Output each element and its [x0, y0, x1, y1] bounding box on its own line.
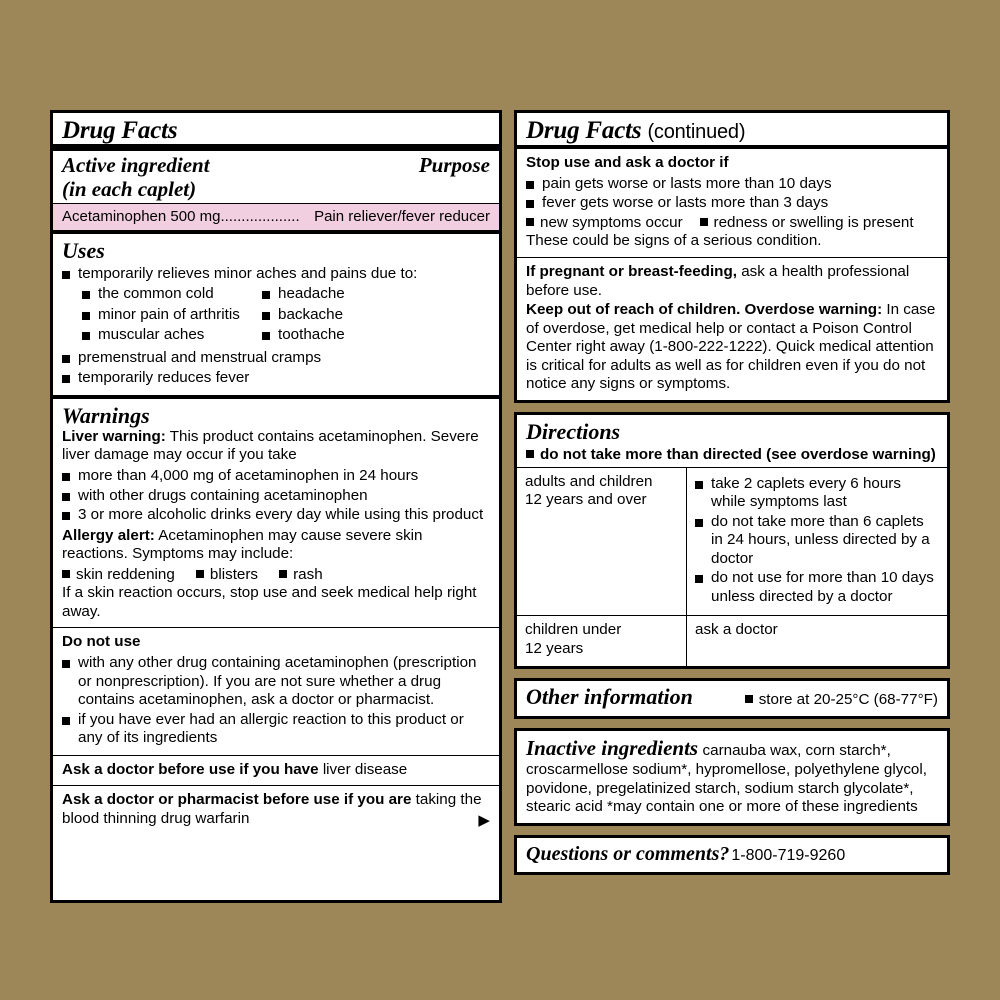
other-information-row [517, 681, 947, 716]
pregnancy-and-keepout-section [517, 258, 947, 400]
allergy-alert [62, 527, 490, 564]
questions-row [517, 838, 947, 872]
questions-phone[interactable]: 1-800-719-9260 [731, 846, 846, 864]
stop-use-bullet: new symptoms occur [540, 213, 683, 231]
liver-warning [62, 428, 490, 465]
directions-bullets [695, 475, 939, 607]
liver-warning-text: This product contains acetaminophen. Severe liver damage may occur if you take [62, 427, 479, 464]
warnings-title: Warnings [62, 402, 150, 428]
bullet-icon [279, 570, 287, 578]
stop-use-pair-row [526, 214, 938, 233]
warnings-body [62, 428, 490, 621]
uses-lead-list [62, 265, 490, 284]
do-not-use-label: Do not use [62, 633, 141, 651]
liver-warning-bullet: with other drugs containing acetaminophen [62, 487, 490, 506]
divider [53, 144, 499, 151]
drug-facts-left-column [50, 110, 502, 903]
directions-table-row-2 [517, 615, 947, 666]
ask-pharmacist-text: taking the blood thinning drug warfarin [62, 791, 482, 827]
stop-use-bullet: pain gets worse or lasts more than 10 days [526, 175, 938, 194]
allergy-symptom: rash [293, 565, 323, 583]
allergy-symptom: skin reddening [76, 565, 175, 583]
bullet-icon [62, 570, 70, 578]
stop-use-title: Stop use and ask a doctor if [526, 154, 729, 172]
other-information-title: Other information [526, 684, 693, 710]
directions-panel [514, 412, 950, 670]
directions-age-cell: adults and children 12 years and over [517, 468, 687, 616]
warnings-section [53, 399, 499, 628]
active-ingredient-label-line2: (in each caplet) [62, 176, 197, 201]
bullet-icon [700, 218, 708, 226]
allergy-after-text: If a skin reaction occurs, stop use and seek medical help right away. [62, 584, 477, 620]
liver-warning-bullets [62, 467, 490, 525]
ask-pharmacist-section [53, 786, 499, 836]
uses-title: Uses [62, 238, 105, 264]
drug-facts-right-column [514, 110, 950, 903]
uses-item: the common cold [82, 285, 262, 304]
drug-facts-title-continued: Drug Facts [526, 117, 642, 144]
allergy-symptom-row [62, 566, 490, 585]
directions-bullet: do not take more than 6 caplets in 24 hours, unless directed by a doctor [695, 513, 939, 569]
drug-facts-title: Drug Facts [62, 117, 178, 144]
directions-age-cell: children under 12 years [517, 616, 687, 666]
uses-item: headache [262, 285, 490, 304]
do-not-use-bullet: with any other drug containing acetaminophen (prescription or nonprescription). If you are not sure whether a drug contains acetaminophen, ask a doctor or pharmacist. [62, 654, 490, 710]
pregnancy-warning [526, 263, 938, 300]
ask-doctor-label: Ask a doctor before use if you have [62, 760, 319, 778]
uses-section [53, 234, 499, 394]
uses-item: toothache [262, 326, 490, 345]
stop-use-bullet: redness or swelling is present [713, 213, 914, 231]
right-top-panel [514, 110, 950, 403]
keep-out-text: In case of overdose, get medical help or contact a Poison Control Center right away (1-800-222-1222). Quick medical attention is critical for adults as well as for children even if you do not notice any signs or symptoms. [526, 301, 936, 393]
pregnancy-label: If pregnant or breast-feeding, [526, 262, 737, 280]
bullet-icon [745, 695, 753, 703]
right-title-block [517, 113, 947, 145]
other-information-text: store at 20-25°C (68-77°F) [758, 691, 938, 709]
uses-last-list [62, 369, 490, 388]
uses-item: muscular aches [82, 326, 262, 345]
allergy-symptom: blisters [209, 565, 259, 583]
uses-item: minor pain of arthritis [82, 306, 262, 325]
keep-out-warning [526, 301, 938, 394]
bullet-icon [196, 570, 204, 578]
ask-doctor-section [53, 756, 499, 786]
active-ingredient-label-line1: Active ingredient [62, 153, 210, 178]
stop-use-after-text: These could be signs of a serious condition. [526, 232, 822, 250]
do-not-use-bullets [62, 654, 490, 748]
uses-bullet-grid [82, 285, 490, 347]
inactive-ingredients-title: Inactive ingredients [526, 736, 699, 761]
directions-dose-cell: ask a doctor [695, 621, 778, 639]
continued-label: (continued) [647, 121, 746, 143]
liver-warning-bullet: 3 or more alcoholic drinks every day while using this product [62, 506, 490, 525]
directions-note: do not take more than directed (see overdose warning) [526, 446, 938, 465]
left-title-block [53, 113, 499, 144]
active-ingredient-row [53, 203, 499, 234]
other-information-text-wrap [745, 691, 938, 710]
questions-panel[interactable] [514, 835, 950, 875]
bullet-icon [526, 450, 534, 458]
allergy-alert-text: Acetaminophen may cause severe skin reactions. Symptoms may include: [62, 526, 423, 563]
ask-pharmacist-label: Ask a doctor or pharmacist before use if you are [62, 791, 412, 809]
directions-bullet: do not use for more than 10 days unless directed by a doctor [695, 569, 939, 606]
liver-warning-label: Liver warning: [62, 427, 166, 445]
inactive-ingredients-panel [514, 728, 950, 826]
purpose-value: Pain reliever/fever reducer [314, 208, 490, 226]
directions-table [517, 467, 947, 616]
liver-warning-bullet: more than 4,000 mg of acetaminophen in 24 hours [62, 467, 490, 486]
directions-title: Directions [526, 418, 621, 444]
active-ingredient-heading [53, 151, 499, 203]
directions-dose-cell [687, 468, 947, 616]
do-not-use-section [53, 628, 499, 754]
other-information-panel [514, 678, 950, 719]
questions-title: Questions or comments? [526, 842, 730, 865]
uses-lead: temporarily relieves minor aches and pains due to: [62, 265, 490, 284]
inactive-ingredients-block [517, 731, 947, 823]
purpose-label: Purpose [418, 153, 490, 178]
inactive-ingredients-text: carnauba wax, corn starch*, croscarmellose sodium*, hypromellose, polyethylene glycol, povidone, pregelatinized starch, sodium starch glycolate*, stearic acid *may contain one or more of these ingredients [526, 742, 927, 816]
do-not-use-bullet: if you have ever had an allergic reaction to this product or any of its ingredients [62, 711, 490, 748]
pregnancy-text: ask a health professional before use. [526, 262, 910, 299]
stop-use-bullet: fever gets worse or lasts more than 3 days [526, 194, 938, 213]
uses-wide-item-list [62, 349, 490, 368]
arrow-right-icon: ▶ [478, 811, 490, 829]
directions-bullet: take 2 caplets every 6 hours while symptoms last [695, 475, 939, 512]
stop-use-section [517, 149, 947, 257]
uses-item: backache [262, 306, 490, 325]
bullet-icon [526, 218, 534, 226]
uses-item: temporarily reduces fever [62, 369, 490, 388]
keep-out-label: Keep out of reach of children. Overdose warning: [526, 301, 883, 319]
active-ingredient-value: Acetaminophen 500 mg................... [62, 208, 300, 226]
drug-facts-label [50, 110, 950, 903]
uses-item: premenstrual and menstrual cramps [62, 349, 490, 368]
stop-use-bullets [526, 175, 938, 213]
directions-header [517, 415, 947, 467]
uses-body [62, 265, 490, 387]
ask-doctor-text: liver disease [322, 760, 408, 778]
allergy-alert-label: Allergy alert: [62, 526, 155, 544]
